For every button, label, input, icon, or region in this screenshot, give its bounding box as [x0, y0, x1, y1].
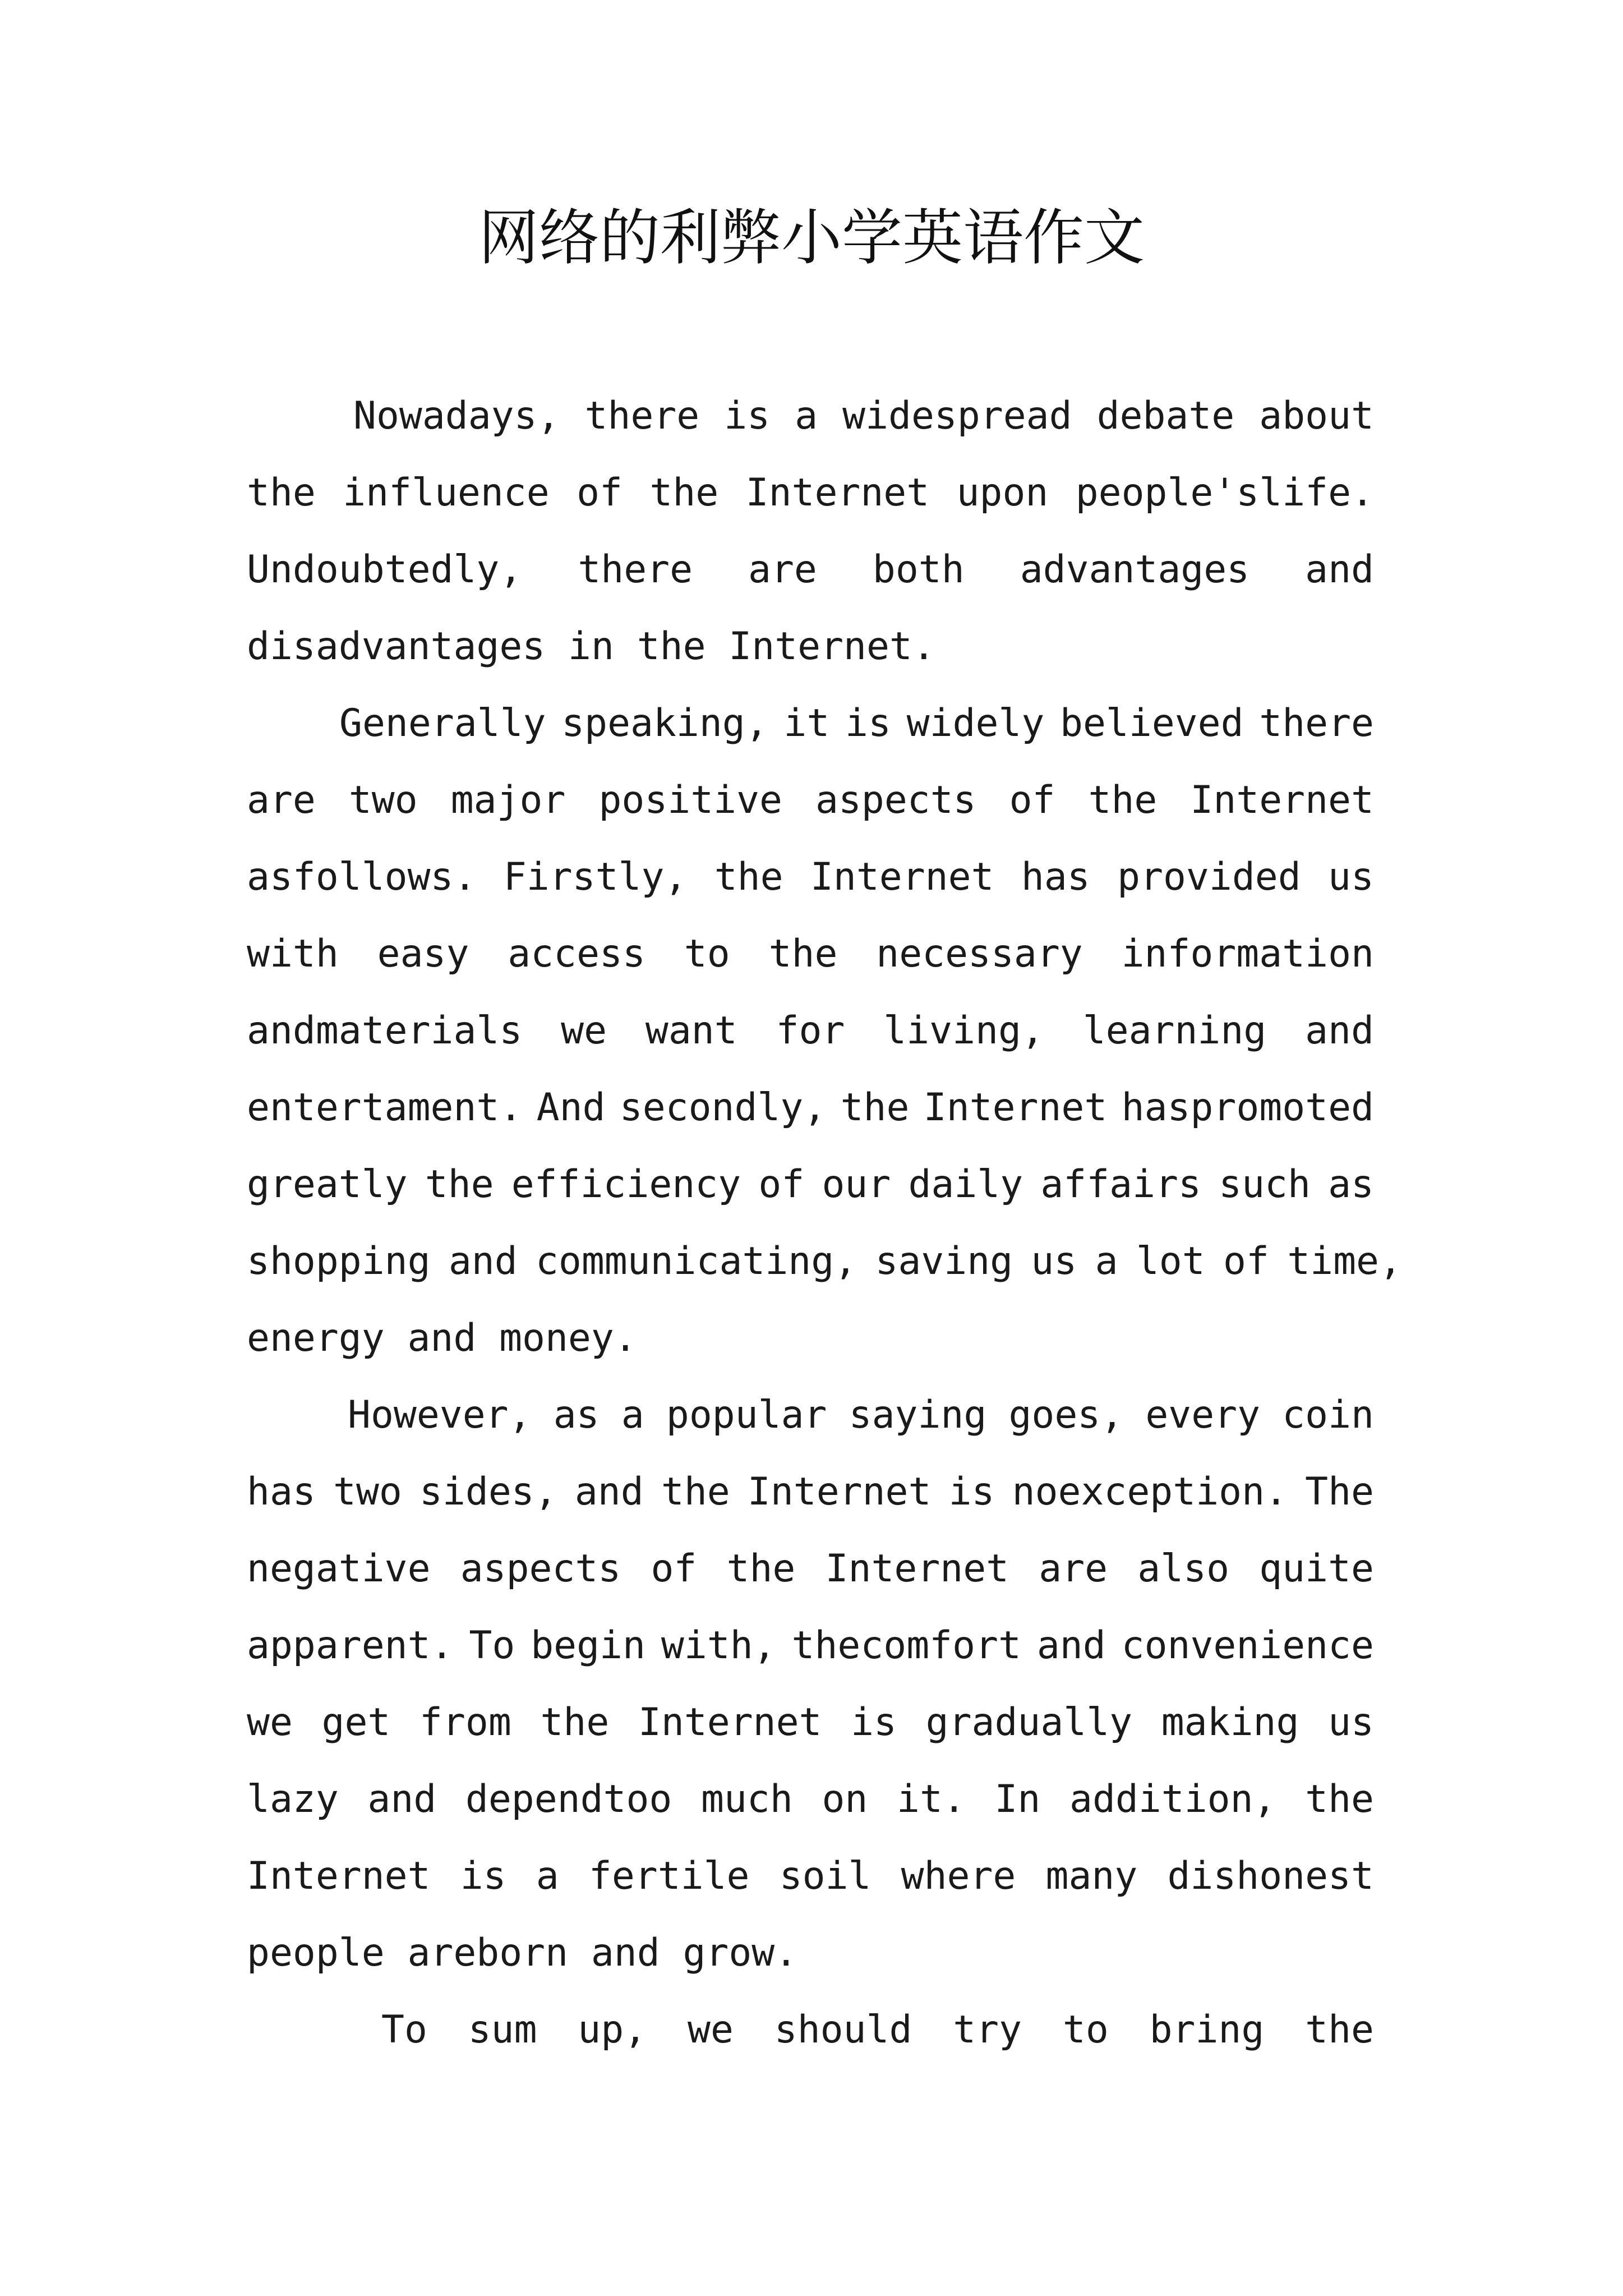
text-line: apparent. To begin with, thecomfort and convenience — [247, 1623, 1374, 1668]
paragraph-4 — [247, 1991, 1374, 2068]
text-line: Generally speaking, it is widely believed there — [339, 701, 1374, 746]
text-line: However, as a popular saying goes, every coin — [348, 1393, 1374, 1437]
text-line: has two sides, and the Internet is noexception. The — [247, 1470, 1374, 1514]
paragraph-1 — [247, 378, 1374, 685]
text-line: andmaterials we want for living, learning and — [247, 1009, 1374, 1053]
text-line: Internet is a fertile soil where many dishonest — [247, 1854, 1374, 1898]
text-line: energy and money. — [247, 1316, 637, 1360]
text-line: with easy access to the necessary information — [247, 932, 1374, 976]
text-line: people areborn and grow. — [247, 1931, 798, 1975]
text-line: greatly the efficiency of our daily affairs such as — [247, 1162, 1374, 1207]
text-line: we get from the Internet is gradually making us — [247, 1700, 1374, 1745]
text-line: Undoubtedly, there are both advantages and — [247, 547, 1374, 592]
text-line: disadvantages in the Internet. — [247, 624, 935, 669]
text-line: entertament. And secondly, the Internet haspromoted — [247, 1085, 1374, 1130]
text-line: lazy and dependtoo much on it. In addition, the — [247, 1777, 1374, 1821]
paragraph-3 — [247, 1377, 1374, 1991]
text-line: To sum up, we should try to bring the — [381, 2008, 1374, 2052]
text-line: the influence of the Internet upon people'slife. — [247, 471, 1374, 515]
text-line: asfollows. Firstly, the Internet has provided us — [247, 855, 1374, 899]
paragraph-2 — [247, 685, 1402, 1377]
essay-body — [247, 378, 1402, 2068]
page-title: 网络的利弊小学英语作文 — [478, 203, 1145, 273]
text-line: negative aspects of the Internet are also quite — [247, 1547, 1374, 1591]
text-line: are two major positive aspects of the Internet — [247, 778, 1374, 822]
text-line: shopping and communicating, saving us a lot of time, — [247, 1239, 1402, 1283]
text-line: Nowadays, there is a widespread debate about — [353, 394, 1374, 438]
